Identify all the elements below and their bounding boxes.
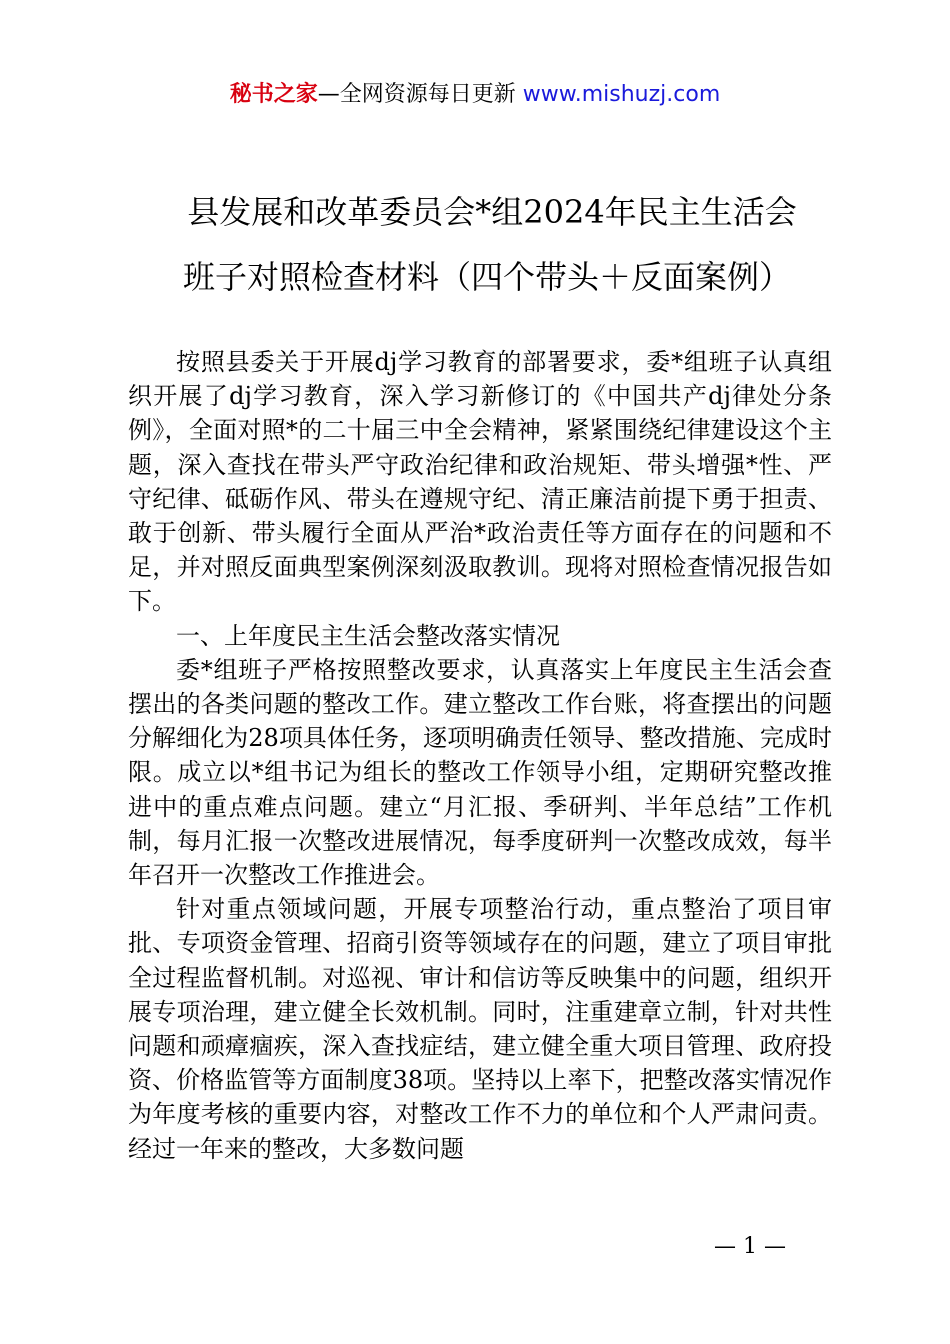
paragraph-special-governance: 针对重点领域问题，开展专项整治行动，重点整治了项目审批、专项资金管理、招商引资等领域存在的问题，建立了项目审批全过程监督机制。对巡视、审计和信访等反映集中的问题，组织开展专项治理，建立健全长效机制。同时，注重建章立制，针对共性问题和顽瘴痼疾，深入查找症结，建立健全重大项目管理、政府投资、价格监管等方面制度38项。坚持以上率下，把整改落实情况作为年度考核的重要内容，对整改工作不力的单位和个人严肃问责。经过一年来的整改，大多数问题 [128, 895, 832, 1163]
paragraph-rectification: 委*组班子严格按照整改要求，认真落实上年度民主生活会查摆出的各类问题的整改工作。建立整改工作台账，将查摆出的问题分解细化为28项具体任务，逐项明确责任领导、整改措施、完成时限。成立以*组书记为组长的整改工作领导小组，定期研究整改推进中的重点难点问题。建立“月汇报、季研判、半年总结”工作机制，每月汇报一次整改进展情况，每季度研判一次整改成效，每半年召开一次整改工作推进会。 [128, 655, 832, 890]
page-number: — 1 — [714, 1234, 786, 1259]
site-slogan: —全网资源每日更新 [317, 82, 516, 107]
site-url-link[interactable]: www.mishuzj.com [522, 82, 721, 107]
document-title-line-2: 班子对照检查材料（四个带头＋反面案例） [182, 258, 791, 296]
site-header [0, 78, 950, 112]
document-title-line-1: 县发展和改革委员会*组2024年民主生活会 [187, 193, 797, 231]
paragraph-intro: 按照县委关于开展dj学习教育的部署要求，委*组班子认真组织开展了dj学习教育，深入学习新修订的《中国共产dj律处分条例》，全面对照*的二十届三中全会精神，紧紧围绕纪律建设这个主题，深入查找在带头严守政治纪律和政治规矩、带头增强*性、严守纪律、砥砺作风、带头在遵规守纪、清正廉洁前提下勇于担责、敢于创新、带头履行全面从严治*政治责任等方面存在的问题和不足，并对照反面典型案例深刻汲取教训。现将对照检查情况报告如下。 [128, 348, 832, 616]
document-body [128, 345, 832, 1166]
section-heading-1: 一、上年度民主生活会整改落实情况 [176, 621, 560, 650]
site-brand: 秘书之家 [229, 82, 318, 107]
